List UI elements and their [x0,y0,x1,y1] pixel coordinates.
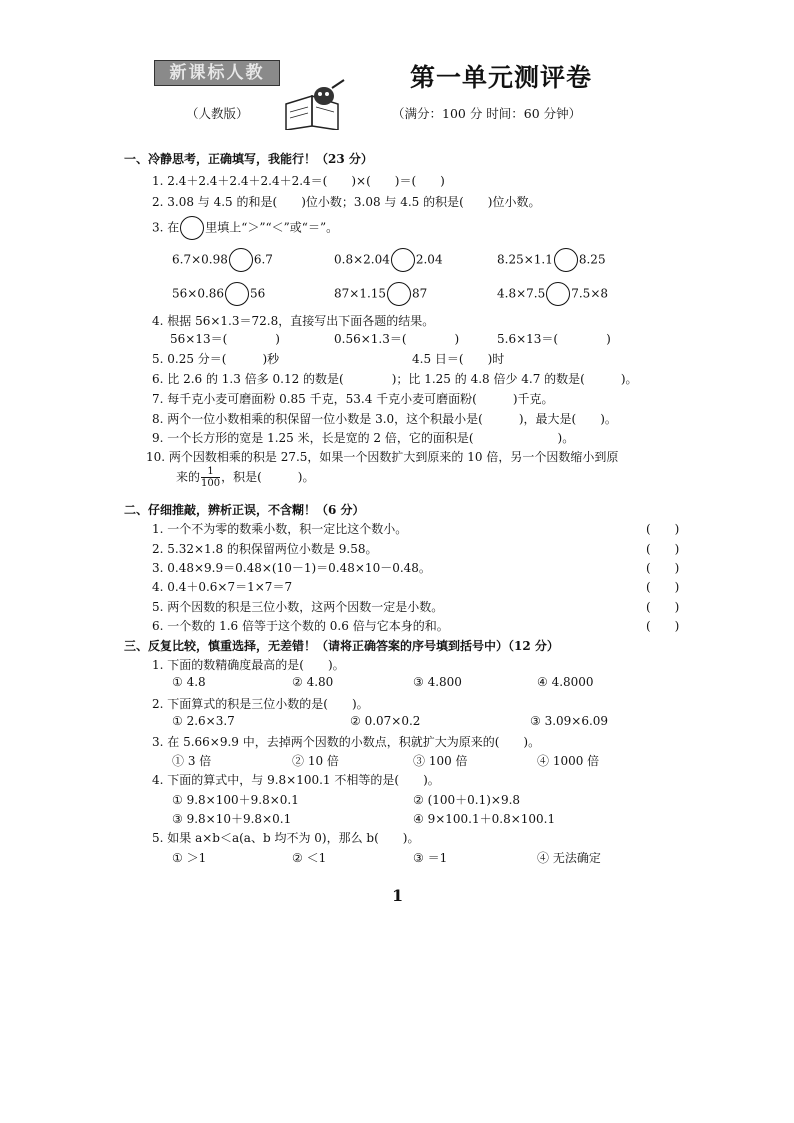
s3-question-4: 4. 下面的算式中，与 9.8×100.1 不相等的是( )。 [152,773,440,787]
section2-heading: 二、仔细推敲，辨析正误，不含糊！（6 分） [124,503,365,517]
judge-paren-4[interactable]: ( ) [646,580,680,594]
compare-right: 8.25 [578,252,606,267]
exam-title: 第一单元测评卷 [410,63,593,92]
fraction-1-100 [201,466,220,489]
s3-q3-option-4[interactable]: ④ 1000 倍 [537,754,600,768]
section3-heading: 三、反复比较，慎重选择，无差错！（请将正确答案的序号填到括号中）（12 分） [124,639,559,653]
s3-q3-option-1[interactable]: ① 3 倍 [172,754,212,768]
s2-item-6: 6. 一个数的 1.6 倍等于这个数的 0.6 倍与它本身的和。 [152,619,449,633]
compare-right: 56 [250,286,266,301]
s3-q5-option-1[interactable]: ① ＞1 [172,851,207,865]
section1-heading: 一、冷静思考，正确填写，我能行！（23 分） [124,152,373,166]
s3-q5-option-3[interactable]: ③ ＝1 [413,851,448,865]
s1-question-10-cont [176,466,314,489]
s3-q5-option-2[interactable]: ② ＜1 [292,851,327,865]
judge-paren-2[interactable]: ( ) [646,542,680,556]
s3-question-2: 2. 下面算式的积是三位小数的是( )。 [152,697,369,711]
s3-q1-option-4[interactable]: ④ 4.8000 [537,675,594,689]
s1-question-3 [152,216,338,240]
page-number: 1 [392,886,404,905]
s2-item-3: 3. 0.48×9.9＝0.48×(10－1)＝0.48×10－0.48。 [152,561,431,575]
s1-q5-a: 5. 0.25 分＝( )秒 [152,352,280,366]
s3-q1-option-3[interactable]: ③ 4.800 [413,675,462,689]
s3-q3-option-2[interactable]: ② 10 倍 [292,754,339,768]
s3-q4-option-3[interactable]: ③ 9.8×10＋9.8×0.1 [172,812,292,826]
judge-paren-5[interactable]: ( ) [646,600,680,614]
s3-q3-option-3[interactable]: ③ 100 倍 [413,754,468,768]
s2-item-1: 1. 一个不为零的数乘小数，积一定比这个数小。 [152,522,408,536]
s1-question-6: 6. 比 2.6 的 1.3 倍多 0.12 的数是( )；比 1.25 的 4.8 倍少 4.7 的数是( )。 [152,372,638,386]
s3-question-5: 5. 如果 a×b＜a(a、b 均不为 0)，那么 b( )。 [152,831,420,845]
answer-circle[interactable] [225,282,249,306]
series-badge: 新课标人教 [154,60,280,86]
compare-left: 56×0.86 [172,286,225,301]
s2-item-4: 4. 0.4＋0.6×7＝1×7＝7 [152,580,293,594]
judge-paren-6[interactable]: ( ) [646,619,680,633]
compare-item-4 [172,282,265,306]
s1-question-8: 8. 两个一位小数相乘的积保留一位小数是 3.0，这个积最小是( )，最大是( )。 [152,412,617,426]
compare-left: 4.8×7.5 [497,286,546,301]
compare-item-6 [497,282,608,306]
s3-q2-option-2[interactable]: ② 0.07×0.2 [350,714,421,728]
compare-left: 6.7×0.98 [172,252,228,267]
compare-item-5 [334,282,427,306]
s1-q4-b: 0.56×1.3＝( ) [334,332,460,346]
compare-item-1 [172,248,273,272]
compare-right: 6.7 [253,252,273,267]
q10-prefix: 来的 [176,470,201,484]
answer-circle[interactable] [546,282,570,306]
s3-q2-option-3[interactable]: ③ 3.09×6.09 [530,714,609,728]
s1-q3-tail: 里填上“＞”“＜”或“＝”。 [205,220,339,235]
s1-q4-a: 56×13＝( ) [170,332,280,346]
s3-question-1: 1. 下面的数精确度最高的是( )。 [152,658,345,672]
compare-left: 0.8×2.04 [334,252,390,267]
s3-q1-option-2[interactable]: ② 4.80 [292,675,334,689]
s1-question-1: 1. 2.4＋2.4＋2.4＋2.4＋2.4＝( )×( )＝( ) [152,174,445,188]
book-mascot-icon [282,74,352,130]
s1-question-2: 2. 3.08 与 4.5 的和是( )位小数；3.08 与 4.5 的积是( )位小数。 [152,195,541,209]
s3-q5-option-4[interactable]: ④ 无法确定 [537,851,601,865]
fraction-numerator: 1 [201,466,220,478]
compare-item-2 [334,248,443,272]
s2-item-2: 2. 5.32×1.8 的积保留两位小数是 9.58。 [152,542,378,556]
q10-suffix: ，积是( )。 [221,470,315,484]
s1-q5-b: 4.5 日＝( )时 [412,352,505,366]
s1-question-4: 4. 根据 56×1.3＝72.8，直接写出下面各题的结果。 [152,314,435,328]
compare-right: 7.5×8 [571,286,609,301]
fraction-denominator: 100 [201,478,221,489]
s1-question-7: 7. 每千克小麦可磨面粉 0.85 千克，53.4 千克小麦可磨面粉( )千克。 [152,392,554,406]
s3-question-3: 3. 在 5.66×9.9 中，去掉两个因数的小数点，积就扩大为原来的( )。 [152,735,541,749]
compare-right: 87 [412,286,428,301]
answer-circle[interactable] [387,282,411,306]
s2-item-5: 5. 两个因数的积是三位小数，这两个因数一定是小数。 [152,600,444,614]
s3-q1-option-1[interactable]: ① 4.8 [172,675,206,689]
s3-q2-option-1[interactable]: ① 2.6×3.7 [172,714,235,728]
judge-paren-3[interactable]: ( ) [646,561,680,575]
answer-circle[interactable] [229,248,253,272]
score-time-info: （满分：100 分 时间：60 分钟） [392,106,582,121]
edition-label: （人教版） [186,106,249,121]
comparison-circle [180,216,204,240]
answer-circle[interactable] [391,248,415,272]
answer-circle[interactable] [554,248,578,272]
s1-question-9: 9. 一个长方形的宽是 1.25 米，长是宽的 2 倍，它的面积是( )。 [152,431,575,445]
compare-right: 2.04 [415,252,443,267]
compare-left: 87×1.15 [334,286,387,301]
s3-q4-option-4[interactable]: ④ 9×100.1＋0.8×100.1 [413,812,556,826]
s1-question-10: 10. 两个因数相乘的积是 27.5，如果一个因数扩大到原来的 10 倍，另一个因数缩小到原 [146,450,619,464]
compare-left: 8.25×1.1 [497,252,553,267]
s3-q4-option-2[interactable]: ② (100＋0.1)×9.8 [413,793,521,807]
s1-q3-lead: 3. 在 [152,220,180,235]
s1-q4-c: 5.6×13＝( ) [497,332,611,346]
s3-q4-option-1[interactable]: ① 9.8×100＋9.8×0.1 [172,793,299,807]
compare-item-3 [497,248,606,272]
judge-paren-1[interactable]: ( ) [646,522,680,536]
